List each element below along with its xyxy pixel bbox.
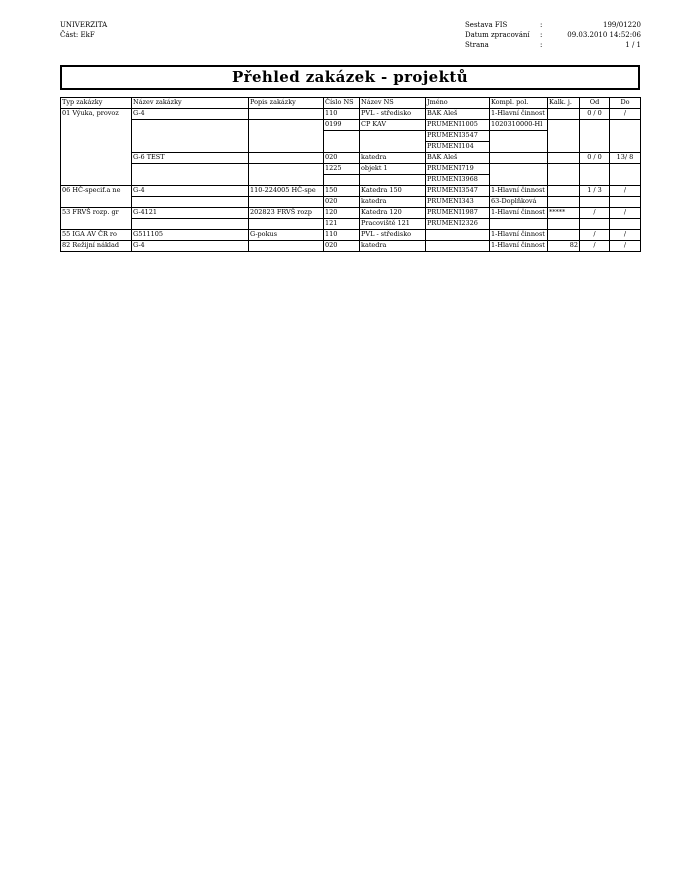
table-cell: 01 Výuka, provoz <box>61 109 132 120</box>
table-cell: 150 <box>324 186 360 197</box>
table-cell: / <box>580 208 610 219</box>
table-cell <box>580 197 610 208</box>
report-header-left <box>60 20 107 40</box>
table-cell: 1-Hlavní činnost <box>490 230 548 241</box>
table-row <box>61 186 641 197</box>
table-row <box>61 153 641 164</box>
table-cell: 53 FRVŠ rozp. gr <box>61 208 132 219</box>
table-cell: objekt 1 <box>360 164 426 175</box>
column-header: Název zakázky <box>132 98 249 109</box>
table-cell <box>249 219 324 230</box>
table-cell: / <box>610 186 641 197</box>
table-row <box>61 197 641 208</box>
table-cell: G511105 <box>132 230 249 241</box>
table-cell <box>548 219 580 230</box>
report-id-line <box>465 20 641 30</box>
table-row <box>61 164 641 175</box>
table-cell: PVL - středisko <box>360 230 426 241</box>
table-cell: katedra <box>360 153 426 164</box>
table-cell: PRUMENI343 <box>426 197 490 208</box>
table-cell: PRUMENI1987 <box>426 208 490 219</box>
table-cell: / <box>610 230 641 241</box>
processing-date-value: 09.03.2010 14:52:06 <box>567 31 641 39</box>
table-cell <box>324 131 360 142</box>
table-cell <box>61 142 132 153</box>
column-header: Od <box>580 98 610 109</box>
table-cell: 55 IGA AV ČR ro <box>61 230 132 241</box>
table-cell: 110 <box>324 109 360 120</box>
table-cell <box>610 219 641 230</box>
table-cell <box>132 175 249 186</box>
table-cell <box>548 120 580 131</box>
table-cell: PRUMENI104 <box>426 142 490 153</box>
table-cell <box>426 230 490 241</box>
table-cell <box>610 164 641 175</box>
table-cell <box>548 186 580 197</box>
table-cell: PRUMENI2326 <box>426 219 490 230</box>
organization-part: Část: EkF <box>60 31 95 39</box>
table-cell <box>132 120 249 131</box>
table-cell <box>249 153 324 164</box>
table-cell: PRUMENI3547 <box>426 186 490 197</box>
table-cell: 1 / 3 <box>580 186 610 197</box>
table-cell <box>132 142 249 153</box>
table-cell: 13/ 8 <box>610 153 641 164</box>
table-cell <box>490 164 548 175</box>
table-cell: Katedra 120 <box>360 208 426 219</box>
table-row <box>61 142 641 153</box>
table-cell <box>360 131 426 142</box>
table-cell: 110 <box>324 230 360 241</box>
table-cell <box>580 164 610 175</box>
table-cell <box>249 142 324 153</box>
table-cell <box>548 175 580 186</box>
table-cell <box>580 120 610 131</box>
table-cell: 020 <box>324 197 360 208</box>
column-header: Do <box>610 98 641 109</box>
table-cell: 120 <box>324 208 360 219</box>
processing-date-line <box>465 30 641 40</box>
table-cell: G-4 <box>132 109 249 120</box>
table-cell: katedra <box>360 197 426 208</box>
table-cell <box>360 142 426 153</box>
report-id-label: Sestava FIS <box>465 21 508 29</box>
table-cell <box>426 241 490 252</box>
organization-name: UNIVERZITA <box>60 21 108 29</box>
table-cell <box>324 142 360 153</box>
report-id-value: 199/01220 <box>603 21 641 29</box>
report-title: Přehled zakázek - projektů <box>60 65 640 90</box>
separator: : <box>540 41 543 49</box>
table-cell <box>548 142 580 153</box>
table-cell: 0 / 0 <box>580 109 610 120</box>
table-cell: Pracoviště 121 <box>360 219 426 230</box>
report-header-right <box>465 20 641 50</box>
table-cell: 06 HČ-specif.a ne <box>61 186 132 197</box>
table-cell: G-4 <box>132 241 249 252</box>
table-row <box>61 120 641 131</box>
table-cell <box>610 175 641 186</box>
table-cell <box>610 197 641 208</box>
table-cell <box>548 230 580 241</box>
table-cell: G-4 <box>132 186 249 197</box>
table-cell <box>249 197 324 208</box>
table-cell: 0199 <box>324 120 360 131</box>
table-cell <box>580 142 610 153</box>
column-header: Kompl. pol. <box>490 98 548 109</box>
table-cell: 1225 <box>324 164 360 175</box>
table-cell <box>324 175 360 186</box>
table-cell <box>548 109 580 120</box>
table-cell <box>249 131 324 142</box>
table-cell <box>580 219 610 230</box>
table-row <box>61 219 641 230</box>
table-cell <box>580 175 610 186</box>
table-cell: PRUMENI719 <box>426 164 490 175</box>
table-row <box>61 208 641 219</box>
table-cell <box>132 164 249 175</box>
table-cell: 020 <box>324 153 360 164</box>
column-header: Název NS <box>360 98 426 109</box>
table-row <box>61 175 641 186</box>
table-cell <box>490 153 548 164</box>
page-label: Strana <box>465 41 489 49</box>
table-cell: PRUMENI1005 <box>426 120 490 131</box>
orders-table <box>60 97 641 252</box>
table-cell <box>61 131 132 142</box>
table-cell <box>61 197 132 208</box>
table-row <box>61 109 641 120</box>
table-cell: 1-Hlavní činnost <box>490 208 548 219</box>
separator: : <box>540 21 543 29</box>
table-cell: PRUMENI3968 <box>426 175 490 186</box>
table-cell: 82 <box>548 241 580 252</box>
column-header: Číslo NS <box>324 98 360 109</box>
table-cell <box>132 197 249 208</box>
column-header: Jméno <box>426 98 490 109</box>
table-cell: 1020310000-Hl <box>490 120 548 131</box>
table-cell: / <box>610 241 641 252</box>
table-cell <box>610 142 641 153</box>
table-cell: / <box>610 208 641 219</box>
table-row <box>61 230 641 241</box>
table-cell: CP KAV <box>360 120 426 131</box>
table-cell: 1-Hlavní činnost <box>490 186 548 197</box>
column-header: Typ zakázky <box>61 98 132 109</box>
table-cell <box>610 131 641 142</box>
processing-date-label: Datum zpracování <box>465 31 530 39</box>
table-cell: / <box>610 109 641 120</box>
table-cell: G-6 TEST <box>132 153 249 164</box>
table-cell <box>61 164 132 175</box>
table-cell <box>61 120 132 131</box>
table-cell: katedra <box>360 241 426 252</box>
table-cell: 0 / 0 <box>580 153 610 164</box>
table-cell: 110-224005 HČ-spe <box>249 186 324 197</box>
table-cell <box>249 164 324 175</box>
table-cell <box>132 131 249 142</box>
table-cell <box>548 197 580 208</box>
table-cell: ***** <box>548 208 580 219</box>
table-cell: / <box>580 230 610 241</box>
table-cell: BAK Aleš <box>426 109 490 120</box>
table-cell <box>548 131 580 142</box>
column-header: Kalk. j. <box>548 98 580 109</box>
table-cell: G-4121 <box>132 208 249 219</box>
table-cell: 1-Hlavní činnost <box>490 109 548 120</box>
table-cell: 1-Hlavní činnost <box>490 241 548 252</box>
table-cell: G-pokus <box>249 230 324 241</box>
table-cell <box>490 131 548 142</box>
table-cell <box>249 109 324 120</box>
table-cell: PVL - středisko <box>360 109 426 120</box>
separator: : <box>540 31 543 39</box>
page-number-line <box>465 40 641 50</box>
table-cell <box>249 241 324 252</box>
table-cell: 020 <box>324 241 360 252</box>
table-cell <box>61 219 132 230</box>
table-cell <box>360 175 426 186</box>
table-cell <box>61 153 132 164</box>
table-cell: BAK Aleš <box>426 153 490 164</box>
table-row <box>61 131 641 142</box>
table-cell <box>580 131 610 142</box>
table-cell: 63-Doplňková <box>490 197 548 208</box>
column-header: Popis zakázky <box>249 98 324 109</box>
table-cell <box>490 175 548 186</box>
table-cell <box>548 153 580 164</box>
table-cell <box>490 219 548 230</box>
table-cell: / <box>580 241 610 252</box>
table-cell <box>548 164 580 175</box>
table-cell <box>249 120 324 131</box>
table-cell: 202823 FRVŠ rozp <box>249 208 324 219</box>
table-cell <box>61 175 132 186</box>
table-cell <box>249 175 324 186</box>
table-cell: 82 Režijní náklad <box>61 241 132 252</box>
table-row <box>61 241 641 252</box>
table-cell <box>610 120 641 131</box>
table-header-row <box>61 98 641 109</box>
table-cell: Katedra 150 <box>360 186 426 197</box>
table-cell: PRUMENI3547 <box>426 131 490 142</box>
table-cell: 121 <box>324 219 360 230</box>
table-cell <box>490 142 548 153</box>
table-cell <box>132 219 249 230</box>
page-value: 1 / 1 <box>625 41 641 49</box>
